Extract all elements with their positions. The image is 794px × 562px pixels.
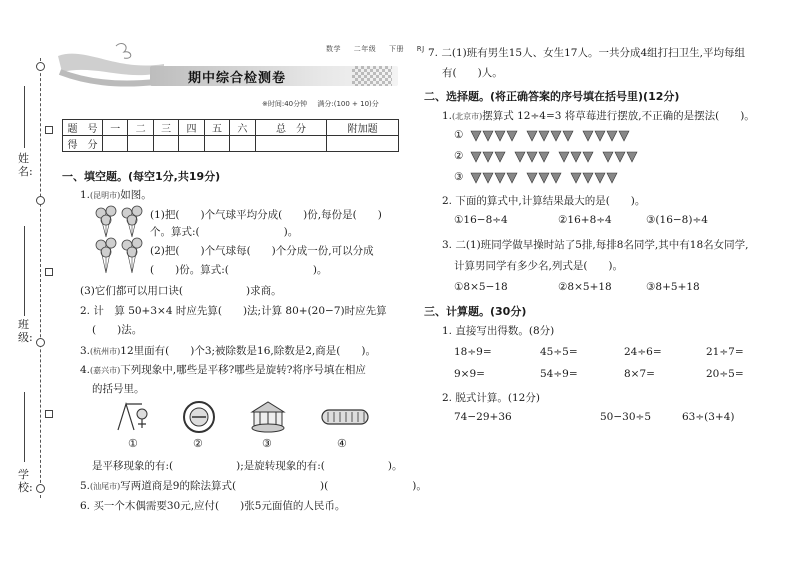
header-meta [326, 44, 425, 54]
question-5 [80, 478, 427, 493]
section-1-heading: 一、填空题。(每空1分,共19分) [62, 170, 221, 183]
score-input-cell[interactable] [179, 136, 204, 152]
conveyor-belt-picture [318, 404, 372, 430]
oral-calc-item: 18÷9= [454, 346, 492, 358]
question-2-line-1: 2. 计 算 50+3×4 时应先算( )法;计算 80+(20−7)时应先算 [80, 305, 387, 317]
question-3-option-1: ①8×5−18 [454, 281, 508, 293]
exam-info [262, 99, 387, 109]
score-cell: 二 [128, 120, 153, 136]
term-label: 下册 [388, 45, 404, 53]
question-text: 12里面有( )个3;被除数是16,除数是2,商是( )。 [120, 345, 376, 357]
oral-calc-item: 20÷5= [706, 368, 744, 380]
question-source-note: (汕尾市) [90, 482, 121, 491]
exam-score: 满分:(100 + 10)分 [317, 100, 379, 108]
title-checker-pattern [352, 66, 392, 86]
question-2-option-3: ③(16−8)÷4 [646, 214, 708, 226]
score-table-score-row [63, 136, 399, 152]
step-calc-item: 50−30÷5 [600, 411, 651, 423]
score-cell: 附加题 [327, 120, 399, 136]
binding-hole [36, 196, 45, 205]
option-number: ① [454, 129, 464, 141]
name-label: 姓名: [18, 152, 33, 178]
picture-label-4: ④ [337, 437, 347, 450]
score-cell: 得 分 [63, 136, 103, 152]
score-input-cell[interactable] [153, 136, 178, 152]
picture-label-1: ① [128, 437, 138, 450]
question-1-part-3: (3)它们都可以用口诀( )求商。 [80, 285, 282, 297]
question-3-option-2: ②8×5+18 [558, 281, 612, 293]
option-number: ③ [454, 171, 464, 183]
class-write-line [24, 226, 25, 316]
exam-time: ※时间:40分钟 [262, 100, 308, 108]
score-table-header-row [63, 120, 399, 136]
oral-calc-item: 24÷6= [624, 346, 662, 358]
step-calc-item: 74−29+36 [454, 411, 512, 423]
edition-label: RJ [416, 45, 425, 53]
picture-label-3: ③ [262, 437, 272, 450]
question-6: 6. 买一个木偶需要30元,应付( )张5元面值的人民币。 [80, 500, 346, 512]
question-source-note: (杭州市) [90, 347, 121, 356]
oral-calc-item: 54÷9= [540, 368, 578, 380]
question-4-answer-line: 是平移现象的有:( );是旋转现象的有:( )。 [92, 460, 403, 472]
question-number: 1. [442, 110, 453, 122]
question-7-line-1: 7. 二(1)班有男生15人、女生17人。一共分成4组打扫卫生,平均每组 [428, 47, 745, 59]
score-cell: 五 [204, 120, 229, 136]
question-source-note: (北京市) [452, 112, 483, 121]
section-2-question-3-line-2: 计算男同学有多少名,列式是( )。 [454, 260, 624, 272]
question-2-option-2: ②16+8÷4 [558, 214, 612, 226]
question-number: 5. [80, 480, 91, 492]
question-1-part-2a: (2)把( )个气球每( )个分成一份,可以分成 [150, 245, 374, 257]
question-7-line-2: 有( )人。 [442, 67, 503, 79]
question-3-option-3: ③8+5+18 [646, 281, 700, 293]
school-label: 学校: [18, 468, 33, 494]
section-2-question-1 [442, 108, 755, 123]
score-input-cell[interactable] [327, 136, 399, 152]
balloons-image [91, 205, 147, 277]
strawberry-icon-group [467, 128, 697, 142]
question-number: 4. [80, 364, 91, 376]
score-cell: 三 [153, 120, 178, 136]
score-table [62, 119, 399, 152]
school-write-line [24, 392, 25, 462]
oral-calc-item: 21÷7= [706, 346, 744, 358]
steering-wheel-picture [182, 400, 216, 434]
score-cell: 总 分 [255, 120, 327, 136]
score-cell: 一 [103, 120, 128, 136]
strawberry-option-3 [454, 170, 697, 184]
grade-label: 二年级 [353, 45, 377, 53]
oral-calc-item: 9×9= [454, 368, 485, 380]
score-cell: 四 [179, 120, 204, 136]
subject-label: 数学 [326, 45, 341, 53]
binding-line [40, 58, 41, 498]
question-text: 摆算式 12÷4=3 将草莓进行摆放,不正确的是摆法( )。 [482, 110, 755, 122]
oral-calc-item: 45÷5= [540, 346, 578, 358]
question-3 [80, 343, 376, 358]
score-cell: 题 号 [63, 120, 103, 136]
question-text: 下列现象中,哪些是平移?哪些是旋转?将序号填在相应 [120, 364, 366, 376]
question-1-part-2b: ( )份。算式:( )。 [150, 264, 328, 276]
binding-box [45, 126, 53, 134]
question-1-part-1a: (1)把( )个气球平均分成( )份,每份是( ) [150, 209, 382, 221]
question-1-title [80, 187, 152, 202]
carousel-picture [248, 400, 288, 434]
question-4-line-2: 的括号里。 [92, 383, 145, 395]
strawberry-option-2 [454, 149, 697, 163]
score-input-cell[interactable] [128, 136, 153, 152]
section-2-question-2: 2. 下面的算式中,计算结果最大的是( )。 [442, 195, 646, 207]
binding-box [45, 268, 53, 276]
question-1-part-1b: 个。算式:( )。 [150, 226, 299, 238]
question-text: 如图。 [120, 189, 152, 201]
score-input-cell[interactable] [230, 136, 255, 152]
question-source-note: (嘉兴市) [90, 366, 121, 375]
name-write-line [24, 86, 25, 148]
page-title: 期中综合检测卷 [188, 71, 287, 86]
section-2-question-3-line-1: 3. 二(1)班同学做早操时站了5排,每排8名同学,其中有18名女同学, [442, 239, 749, 251]
section-3-heading: 三、计算题。(30分) [424, 305, 527, 318]
score-input-cell[interactable] [204, 136, 229, 152]
section-3-question-2: 2. 脱式计算。(12分) [442, 392, 540, 404]
option-number: ② [454, 150, 464, 162]
oral-calc-item: 8×7= [624, 368, 655, 380]
question-number: 3. [80, 345, 91, 357]
question-number: 1. [80, 189, 91, 201]
question-2-option-1: ①16−8÷4 [454, 214, 508, 226]
section-3-question-1: 1. 直接写出得数。(8分) [442, 325, 555, 337]
question-2-line-2: ( )法。 [92, 324, 143, 336]
strawberry-icon-group [467, 170, 697, 184]
picture-label-2: ② [193, 437, 203, 450]
strawberry-icon-group [467, 149, 697, 163]
strawberry-option-1 [454, 128, 697, 142]
question-source-note: (昆明市) [90, 191, 121, 200]
step-calc-item: 63÷(3+4) [682, 411, 735, 423]
swing-picture [112, 400, 154, 432]
score-input-cell[interactable] [103, 136, 128, 152]
binding-hole [36, 484, 45, 493]
section-2-heading: 二、选择题。(将正确答案的序号填在括号里)(12分) [424, 90, 680, 103]
binding-hole [36, 62, 45, 71]
score-cell: 六 [230, 120, 255, 136]
binding-hole [36, 338, 45, 347]
question-text: 写两道商是9的除法算式( )( )。 [120, 480, 427, 492]
question-4-line-1 [80, 362, 366, 377]
class-label: 班级: [18, 318, 33, 344]
score-input-cell[interactable] [255, 136, 327, 152]
binding-box [45, 410, 53, 418]
